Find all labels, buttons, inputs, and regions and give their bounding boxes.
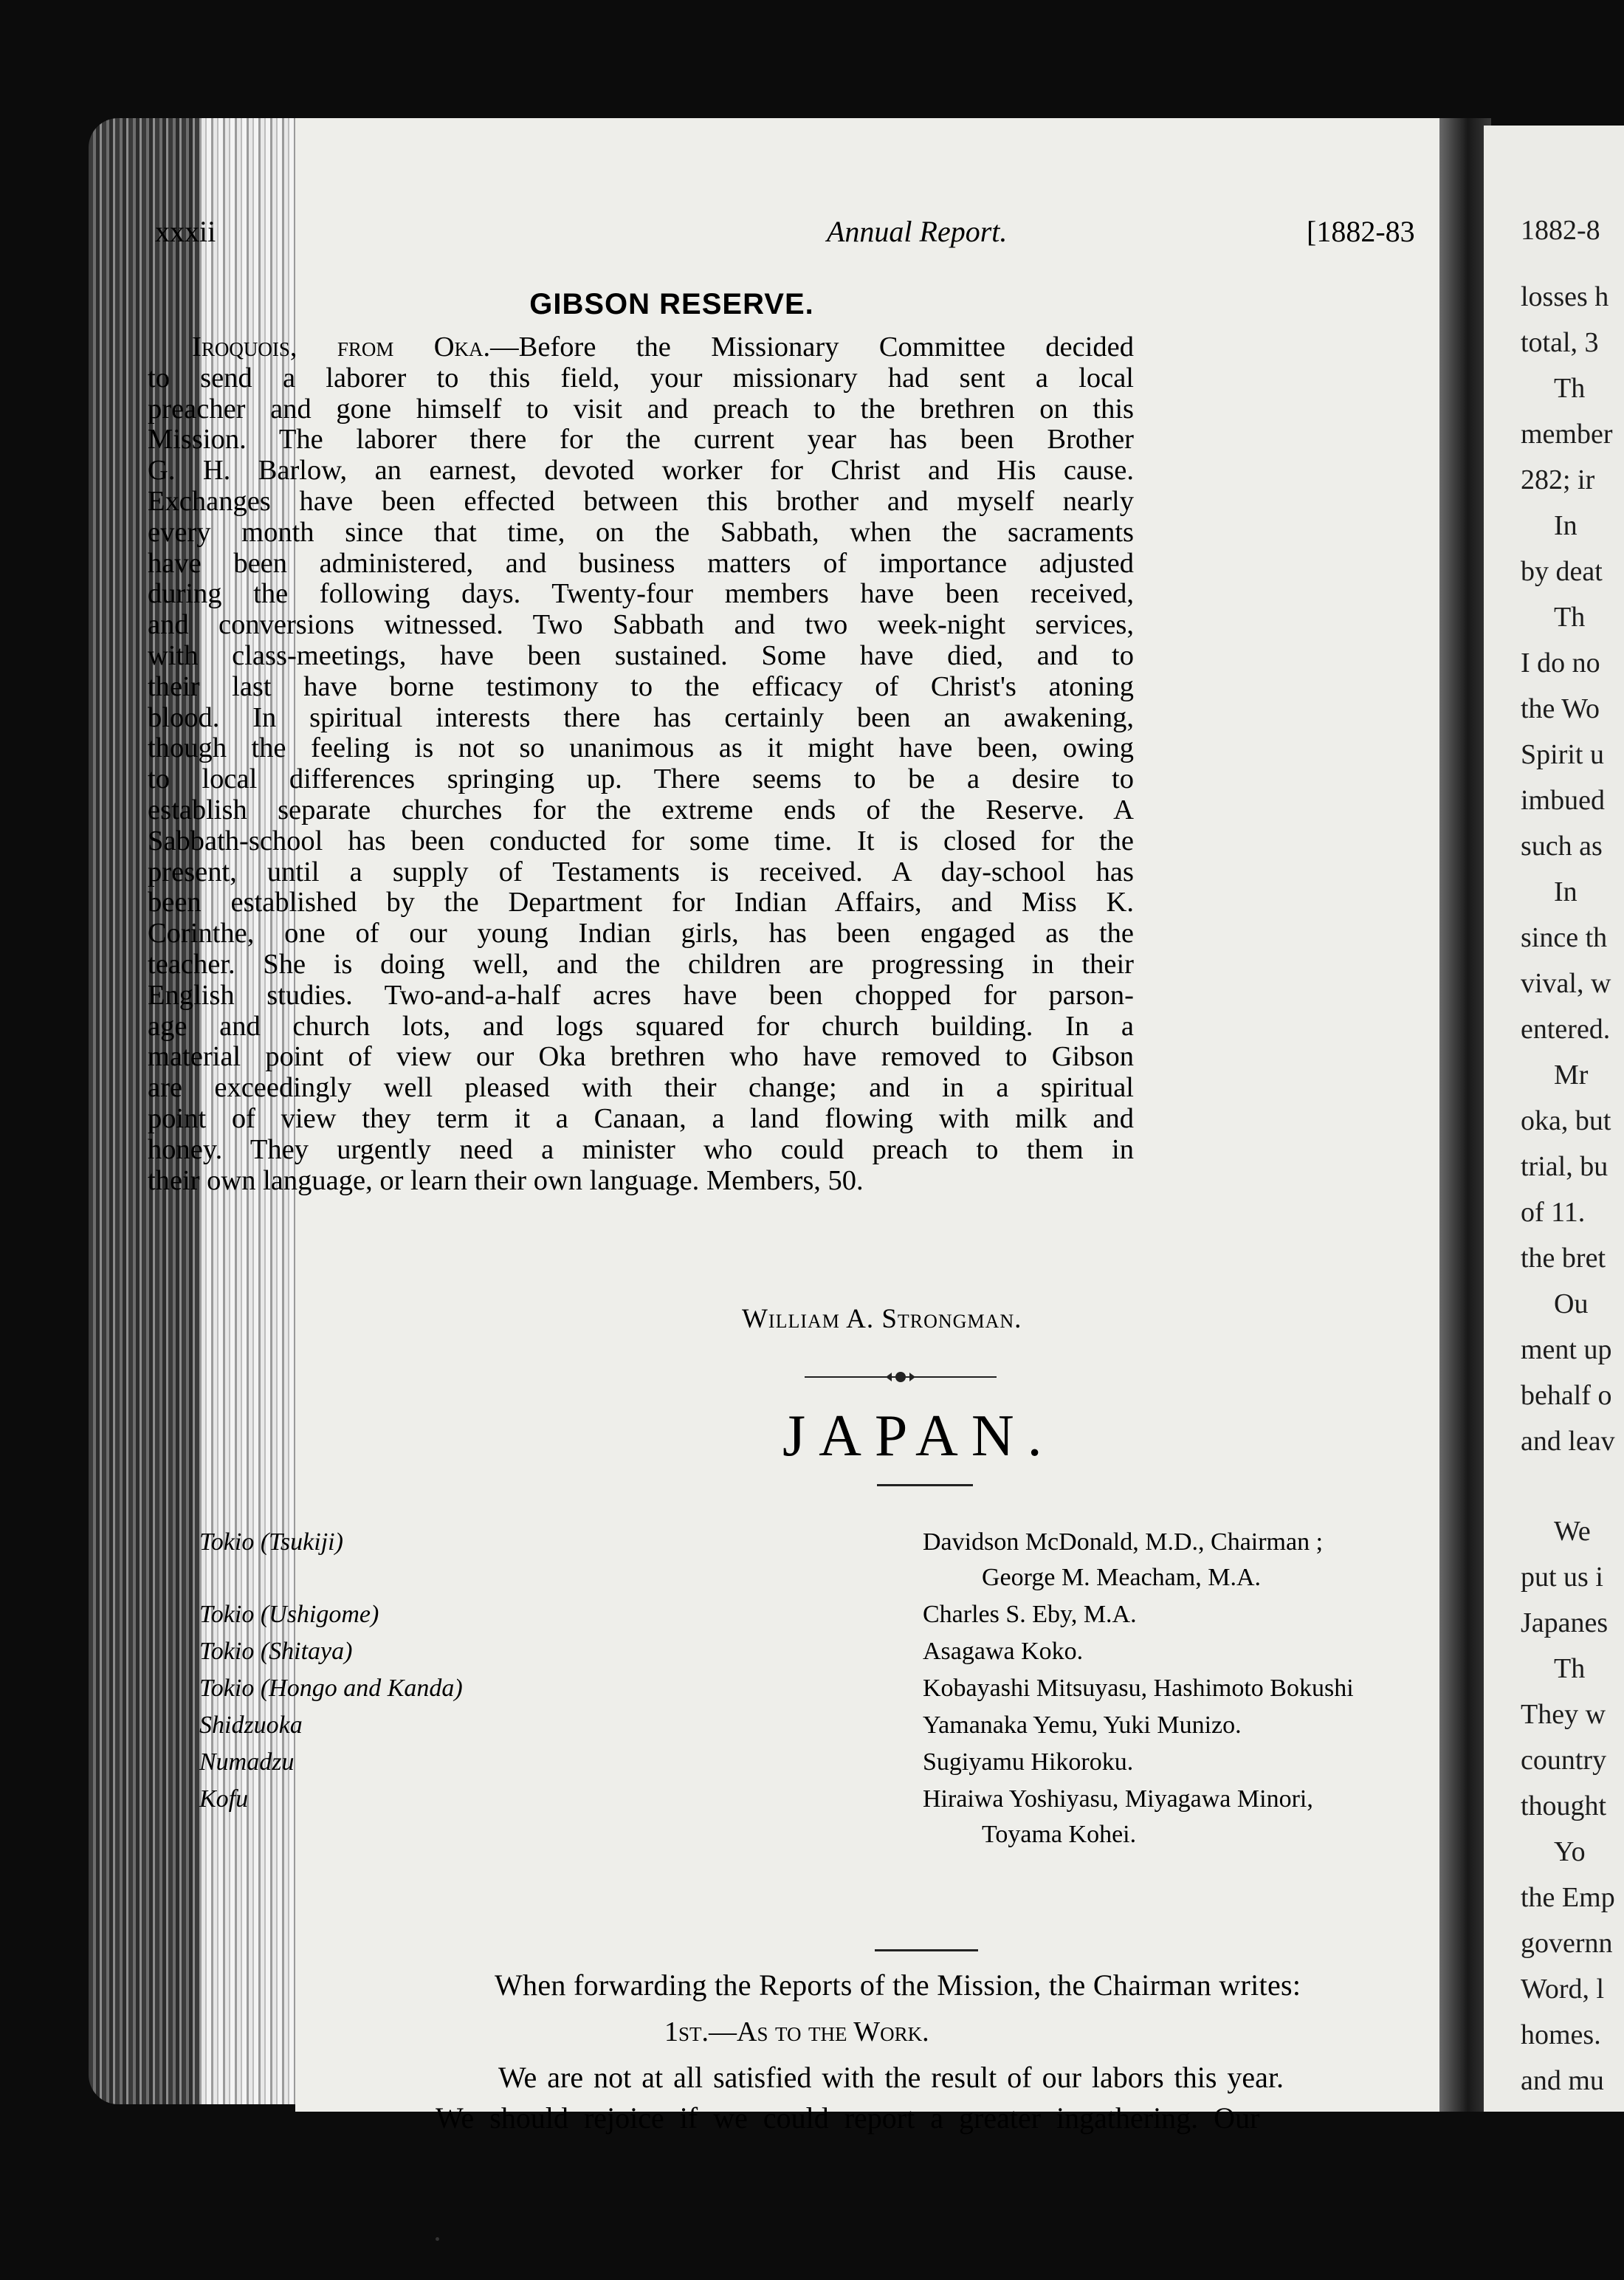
station-place: Tokio (Ushigome): [199, 1601, 379, 1628]
station-names: Davidson McDonald, M.D., Chairman ;: [923, 1528, 1324, 1556]
right-page-line: oka, but: [1521, 1105, 1611, 1136]
right-page-line: Th: [1554, 602, 1586, 633]
body-line: their own language, or learn their own language. Members, 50.: [148, 1164, 864, 1196]
right-page-line: losses h: [1521, 281, 1609, 312]
right-page-line: Word, l: [1521, 1974, 1605, 2005]
page-number: xxxii: [155, 215, 216, 248]
right-page-line: I do no: [1521, 648, 1600, 679]
right-page-line: Japanes: [1521, 1607, 1608, 1638]
signature: William A. Strongman.: [742, 1304, 1022, 1334]
section-title: GIBSON RESERVE.: [529, 288, 814, 320]
forwarding-line: When forwarding the Reports of the Mission, the Chairman writes:: [495, 1968, 1301, 2002]
right-page-line: In: [1554, 876, 1577, 907]
station-place: Kofu: [199, 1785, 249, 1813]
right-page-line: put us i: [1521, 1562, 1603, 1593]
header-year: [1882-83: [1307, 215, 1415, 248]
station-names: Kobayashi Mitsuyasu, Hashimoto Bokushi: [923, 1675, 1354, 1702]
lead-in: Iroquois, from Oka.: [192, 332, 491, 363]
right-page-line: and leav: [1521, 1426, 1615, 1457]
ornament-divider: [805, 1370, 997, 1384]
right-page-line: Mr: [1554, 1060, 1589, 1091]
body-line: and conversions witnessed. Two Sabbath and two week-night services,: [148, 609, 1134, 641]
body-line: with class-meetings, have been sustained. Some have died, and to: [148, 639, 1134, 671]
body-line: during the following days. Twenty-four members have been received,: [148, 578, 1134, 610]
running-title: Annual Report.: [827, 215, 1008, 248]
right-page-line: vival, w: [1521, 968, 1611, 999]
body-line: Mission. The laborer there for the current year has been Brother: [148, 424, 1134, 456]
right-page-line: We: [1554, 1516, 1591, 1547]
station-place: Tokio (Shitaya): [199, 1638, 353, 1665]
right-page-line: such as: [1521, 831, 1603, 862]
body-line: teacher. She is doing well, and the children are progressing in their: [148, 948, 1134, 980]
right-page-line: thought: [1521, 1790, 1607, 1821]
station-names: Charles S. Eby, M.A.: [923, 1601, 1137, 1628]
right-page-line: ment up: [1521, 1334, 1612, 1365]
body-line: every month since that time, on the Sabbath, when the sacraments: [148, 516, 1134, 548]
right-page-line: the Wo: [1521, 693, 1600, 724]
speck: [436, 2237, 439, 2241]
station-names: Sugiyamu Hikoroku.: [923, 1748, 1134, 1776]
station-names: Asagawa Koko.: [923, 1638, 1084, 1665]
right-page-line: governn: [1521, 1928, 1613, 1959]
body-line: point of view they term it a Canaan, a land flowing with milk and: [148, 1102, 1134, 1134]
japan-heading: JAPAN.: [782, 1404, 1056, 1469]
paragraph-line-1: We are not at all satisfied with the result of our labors this year.: [498, 2061, 1284, 2094]
right-page-line: total, 3: [1521, 327, 1599, 358]
right-page-line: country: [1521, 1745, 1607, 1776]
right-page-line: 1882-8: [1521, 215, 1600, 246]
section-rule: [875, 1949, 978, 1951]
body-line: Sabbath-school has been conducted for some time. It is closed for the: [148, 825, 1134, 856]
body-line: have been administered, and business matters of importance adjusted: [148, 547, 1134, 579]
section-body: [148, 332, 1134, 1196]
right-page-line: 282; ir: [1521, 464, 1595, 495]
station-place: Numadzu: [199, 1748, 295, 1776]
right-page: [1484, 126, 1624, 2112]
body-line: though the feeling is not so unanimous as it might have been, owing: [148, 732, 1134, 764]
right-page-line: Spirit u: [1521, 739, 1604, 770]
right-page-line: Th: [1554, 1653, 1586, 1684]
right-page-line: Th: [1554, 373, 1586, 404]
right-page-line: Yo: [1554, 1836, 1586, 1867]
body-line: present, until a supply of Testaments is received. A day-school has: [148, 856, 1134, 887]
body-line: their last have borne testimony to the efficacy of Christ's atoning: [148, 670, 1134, 702]
right-page-line: of 11.: [1521, 1197, 1586, 1228]
body-line: establish separate churches for the extreme ends of the Reserve. A: [148, 794, 1134, 825]
station-place: Shidzuoka: [199, 1711, 303, 1739]
station-place: Tokio (Tsukiji): [199, 1528, 343, 1556]
right-page-line: by deat: [1521, 556, 1603, 587]
right-page-line: since th: [1521, 922, 1608, 953]
body-line: age and church lots, and logs squared for church building. In a: [148, 1010, 1134, 1042]
right-page-line: the bret: [1521, 1243, 1606, 1274]
body-line: English studies. Two-and-a-half acres have been chopped for parson-: [148, 979, 1134, 1011]
right-page-line: Ou: [1554, 1288, 1589, 1319]
body-line: to send a laborer to this field, your missionary had sent a local: [148, 362, 1134, 394]
station-names-continued: George M. Meacham, M.A.: [982, 1564, 1262, 1591]
body-line: are exceedingly well pleased with their change; and in a spiritual: [148, 1072, 1134, 1104]
right-page-line: imbued: [1521, 785, 1605, 816]
subheading: 1st.—As to the Work.: [664, 2016, 929, 2047]
right-page-line: In: [1554, 510, 1577, 541]
paragraph-line-2: We should rejoice if we could report a greater ingathering. Our: [436, 2101, 1260, 2135]
right-page-line: homes.: [1521, 2019, 1601, 2050]
body-line: to local differences springing up. There seems to be a desire to: [148, 763, 1134, 795]
right-page-line: behalf o: [1521, 1380, 1612, 1411]
body-line: blood. In spiritual interests there has certainly been an awakening,: [148, 701, 1134, 733]
right-page-line: They w: [1521, 1699, 1606, 1730]
station-names: Yamanaka Yemu, Yuki Munizo.: [923, 1711, 1242, 1739]
body-line: Exchanges have been effected between this brother and myself nearly: [148, 485, 1134, 517]
body-line: Corinthe, one of our young Indian girls, has been engaged as the: [148, 918, 1134, 950]
body-line: honey. They urgently need a minister who could preach to them in: [148, 1133, 1134, 1165]
right-page-line: the Emp: [1521, 1882, 1615, 1913]
body-line: material point of view our Oka brethren who have removed to Gibson: [148, 1041, 1134, 1073]
body-line: G. H. Barlow, an earnest, devoted worker for Christ and His cause.: [148, 455, 1134, 487]
station-names: Hiraiwa Yoshiyasu, Miyagawa Minori,: [923, 1785, 1313, 1813]
right-page-line: member: [1521, 419, 1613, 450]
body-line: Iroquois, from Oka.—Before the Missionary Committee decided: [192, 332, 1134, 363]
station-place: Tokio (Hongo and Kanda): [199, 1675, 463, 1702]
right-page-line: and mu: [1521, 2065, 1604, 2096]
station-names-continued: Toyama Kohei.: [982, 1821, 1137, 1848]
body-line: preacher and gone himself to visit and preach to the brethren on this: [148, 393, 1134, 425]
right-page-line: entered.: [1521, 1014, 1611, 1045]
right-page-line: trial, bu: [1521, 1151, 1608, 1182]
body-line: been established by the Department for Indian Affairs, and Miss K.: [148, 887, 1134, 918]
heading-rule: [877, 1484, 973, 1486]
